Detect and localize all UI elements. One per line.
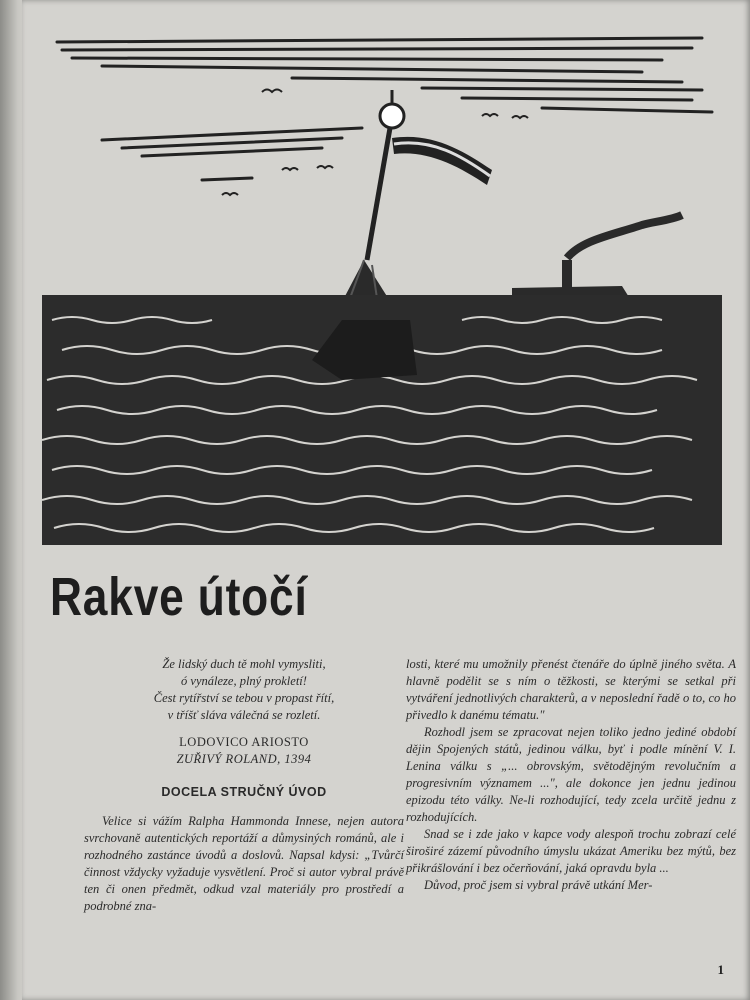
epigraph-line: Čest rytířství se tebou v propast řítí, bbox=[153, 691, 335, 705]
article-title: Rakve útočí bbox=[50, 567, 308, 627]
epigraph-line: v tříšť sláva válečná se rozletí. bbox=[167, 708, 321, 722]
epigraph-line: Že lidský duch tě mohl vymysliti, bbox=[162, 657, 326, 671]
body-paragraph: Snad se i zde jako v kapce vody alespoň trochu zobrazí celé široširé zázemí původního úmyslu ukázat Ameriku bez mýtů, bez přikrášlování i bez očerňování, jaká opravdu byla ... bbox=[406, 827, 736, 875]
left-column bbox=[84, 656, 404, 915]
section-heading: DOCELA STRUČNÝ ÚVOD bbox=[161, 785, 327, 799]
book-page bbox=[22, 0, 750, 1000]
sea-illustration bbox=[42, 20, 722, 550]
epigraph-author: LODOVICO ARIOSTO bbox=[179, 735, 309, 749]
body-paragraph: Rozhodl jsem se zpracovat nejen toliko jedno jediné období dějin Spojených států, jedinou válku, byť i podle mínění V. I. Lenina válku s „... obrovským, světodějným revolučním a progresivním významem ...", ale dokonce jen jednu jedinou epizodu této války. Ne-li rozhodující, tedy zcela určitě jednu z rozhodujících. bbox=[406, 725, 736, 824]
epigraph-attribution bbox=[84, 734, 404, 768]
epigraph-line: ó vynáleze, plný prokletí! bbox=[181, 674, 307, 688]
right-column bbox=[406, 656, 736, 894]
page-number: 1 bbox=[717, 962, 724, 977]
epigraph-work: ZUŘIVÝ ROLAND, 1394 bbox=[176, 752, 312, 766]
steamship bbox=[512, 215, 682, 304]
body-paragraph: losti, které mu umožnily přenést čtenáře do úplně jiného světa. A hlavně podělit se s ním o těžkosti, se kterými se setkal při vytváření jednotlivých charakterů, a v neposlední řadě o to, co ho přivedlo k danému tématu." bbox=[406, 657, 736, 722]
body-paragraph: Velice si vážím Ralpha Hammonda Innese, nejen autora svrchovaně autentických reportáží a důmysiných románů, ale i rozhodného zastánce úvodů a doslovů. Napsal kdysi: „Tvůrčí činnost vždycky vyžaduje vysvětlení. Proč si autor vybral právě ten či onen předmět, odkud vzal materiály pro prostředí a podrobné zna- bbox=[84, 814, 404, 913]
body-paragraph: Důvod, proč jsem si vybral právě utkání Mer- bbox=[424, 878, 653, 892]
epigraph bbox=[84, 656, 404, 724]
